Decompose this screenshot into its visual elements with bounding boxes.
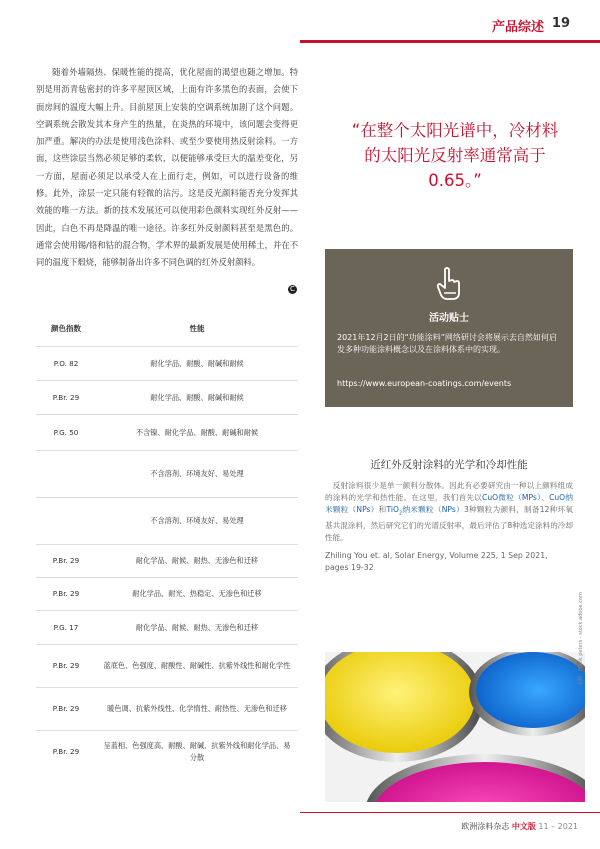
cell-performance: 耐化学品、耐光、热稳定、无渗色和迁移 (132, 589, 262, 598)
summary-and: 和 (378, 505, 387, 514)
table-row (36, 498, 298, 545)
table-row (36, 731, 298, 773)
section-title: 产品综述 (491, 20, 544, 35)
tio2-suffix: 纳米颗粒（NPs） (402, 505, 464, 514)
footer-magazine: 欧洲涂料杂志 (461, 822, 510, 831)
event-tip-box (325, 249, 573, 407)
article-end-icon: C (288, 285, 297, 294)
table-row (36, 347, 298, 381)
cuo-nps-term: CuO纳米颗粒（NPs） (325, 493, 574, 514)
footer-edition: 中文版 (511, 822, 536, 831)
paint-cans-photo (325, 652, 585, 802)
table-row (36, 688, 298, 731)
cell-color-index: P.Br. 29 (52, 661, 80, 670)
cell-color-index: P.G. 17 (53, 622, 79, 632)
tio2-term (386, 505, 464, 517)
footer (461, 821, 578, 832)
footer-issue: 11 – 2021 (538, 822, 578, 831)
summary-text: 反射涂料很少是单一颜料分散体。因此有必要研究由一种以上颜料组成的涂料的光学和热性能。在这里，我们首先以 (325, 481, 574, 502)
pigment-table (36, 310, 298, 773)
paint-cans-illustration (325, 652, 585, 802)
header-rule (300, 40, 600, 43)
table-row (36, 381, 298, 415)
cell-performance: 耐化学品、耐酸、耐碱和耐候 (150, 358, 244, 368)
pull-quote: “在整个太阳光谱中，冷材料的太阳光反射率通常高于0.65。” (351, 121, 559, 190)
table-header (36, 310, 298, 347)
tio2-prefix: TiO (386, 505, 399, 514)
table-row (36, 611, 298, 645)
cell-color-index: P.Br. 29 (52, 392, 80, 402)
summary-separator: 、 (541, 493, 550, 502)
cell-performance: 不含溶剂、环境友好、易处理 (150, 516, 244, 525)
pointing-hand-icon (436, 267, 462, 301)
summary-reference: Zhiling You et. al, Solar Energy, Volume 225, 1 Sep 2021, pages 19-32 (325, 551, 548, 572)
table-row (36, 545, 298, 578)
header-performance: 性能 (189, 323, 205, 333)
body-paragraph (36, 64, 298, 272)
cell-color-index: P.G. 50 (53, 427, 79, 437)
page-number: 19 (551, 16, 570, 31)
cell-performance: 不含镍、耐化学品、耐酸、耐碱和耐候 (135, 427, 259, 437)
header-color-index: 颜色指数 (51, 323, 81, 333)
cell-performance: 耐化学品、耐候、耐热、无渗色和迁移 (135, 556, 259, 565)
cell-color-index: P.Br. 29 (52, 747, 80, 756)
cuo-mps-term: CuO微粒（MPs） (482, 493, 542, 502)
event-title: 活动贴士 (429, 313, 469, 324)
cell-performance: 蓝底色、色强度、耐酸性、耐碱性、抗紫外线性和耐化学性 (103, 661, 291, 670)
cell-performance: 不含溶剂、环境友好、易处理 (150, 469, 244, 478)
cell-color-index: P.Br. 29 (52, 589, 80, 598)
photo-credit: 来源：Frank peters - stock.adobe.com (578, 592, 584, 686)
cell-performance: 呈蓝相、色强度高、耐酸、耐碱、抗紫外线和耐化学品、易分散 (103, 741, 291, 762)
event-description: 2021年12月2日的“功能涂料”网络研讨会将展示去自然如何启发多种功能涂料概念以及在涂料体系中的实现。 (337, 333, 557, 354)
table-row (36, 415, 298, 451)
body-paragraph-text: 随着外墙隔热、保暖性能的提高，优化屋面的渴望也随之增加。特别是用沥青毡密封的许多平屋顶区域，上面有许多黑色的表面，会使下面房间的温度大幅上升。目前屋顶上安装的空调系统加剧了这个问题。空调系统会散发其本身产生的热量，在炎热的环境中，该问题会变得更加严重。解决的办法是使用浅色涂料、或至少要使用热反射涂料。一方面，这些涂层当然必须足够的柔软，以便能够承受巨大的温差变化，另一方面，屋面必须足以承受人在上面行走，例如，可以进行设备的维修。此外，涂层一定只能有轻微的沾污。这是反光颜料能否充分发挥其效能的唯一方法。新的技术发展还可以使用彩色颜料实现红外反射——因此，白色不再是降温的唯一途径。许多红外反射颜料甚至是黑色的。通常会使用锡/铬和钴的混合物，学术界的最新发展是使用稀土，并在不同的温度下煅烧，能够制备出许多不同色调的红外反射颜料。 (36, 67, 298, 268)
event-link[interactable]: https://www.european-coatings.com/events (337, 379, 512, 388)
table-row (36, 645, 298, 688)
cell-performance: 暖色调、抗紫外线性、化学惰性、耐热性、无渗色和迁移 (107, 704, 287, 713)
tio2-subscript: 2 (399, 510, 403, 517)
table-row (36, 451, 298, 498)
cell-performance: 耐化学品、耐酸、耐碱和耐候 (150, 392, 244, 402)
summary-description (325, 480, 573, 544)
cell-color-index: P.O. 82 (53, 358, 79, 368)
cell-performance: 耐化学品、耐候、耐热、无渗色和迁移 (135, 622, 259, 632)
footer-rule (300, 812, 600, 813)
summary-text-2: 3种颗粒为颜料，制备12种环氧基共混涂料，然后研究它们的光谱反射率，最后评估了8种选定涂料的冷却性能。 (325, 505, 573, 542)
cell-color-index: P.Br. 29 (52, 556, 80, 565)
table-row (36, 578, 298, 611)
cell-color-index: P.Br. 29 (52, 704, 80, 713)
summary-title: 近红外反射涂料的光学和冷却性能 (370, 459, 528, 471)
